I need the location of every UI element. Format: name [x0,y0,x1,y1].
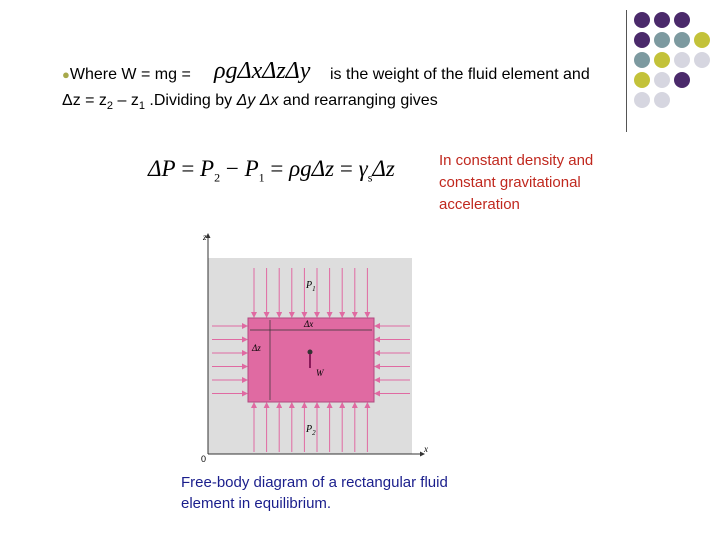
pressure-difference-equation [148,156,395,186]
weight-expression: ρgΔxΔzΔy [214,58,311,84]
eq-minus: − [220,156,245,181]
decor-dot [674,32,690,48]
is-weight-text: is the weight of the fluid element and [330,66,590,83]
eq-gamma: γ [358,156,368,181]
eq-equals-1: = [175,156,201,181]
where-text-line [62,66,191,84]
eq-p2: P [200,156,215,181]
rearranging-text: and rearranging gives [278,92,438,109]
dx-label: Δx [304,319,314,329]
eq-gamma-subscript: s [367,170,373,185]
dz-definition-line [62,92,438,112]
center-of-gravity [308,350,313,355]
weight-label: W [316,368,324,378]
decor-dot [694,52,710,68]
eq-p1: P [244,156,259,181]
free-body-diagram [196,228,436,464]
eq-equals-2: = [264,156,290,181]
z-axis-label: z [203,232,207,242]
header-divider-line [626,10,627,132]
eq-dz: Δz [372,156,395,181]
eq-p1-subscript: 1 [258,170,265,185]
decor-dot [674,52,690,68]
dz-text: Δz = z [62,92,107,109]
p2-label: $P_2$ [306,424,316,437]
minus-z-text: – z [113,92,139,109]
decor-dot [674,72,690,88]
decor-dot [654,32,670,48]
decor-dot [694,32,710,48]
eq-equals-3: = [334,156,359,181]
eq-delta-p: ΔP [148,156,176,181]
p1-label: $P_1$ [306,280,316,293]
z1-subscript: 1 [138,100,145,113]
decor-dot [654,72,670,88]
decor-dot [634,12,650,28]
figure-caption: Free-body diagram of a rectangular fluid element in equilibrium. [181,474,448,512]
where-text: Where W = mg = [69,66,191,83]
bullet-icon: ● [62,67,70,82]
dy-dx-text: Δy Δx [236,92,279,109]
decor-dot [654,52,670,68]
decor-dot [674,12,690,28]
origin-label: 0 [201,454,207,464]
eq-rho-g-dz: ρgΔz [289,156,335,181]
decor-dot [634,32,650,48]
decorative-dot-grid [632,10,720,130]
decor-dot [654,92,670,108]
decor-dot [634,72,650,88]
x-axis-label: x [424,444,428,454]
dividing-text: .Dividing by [144,92,237,109]
dz-label: Δz [252,343,261,353]
decor-dot [634,92,650,108]
decor-dot [654,12,670,28]
z2-subscript: 2 [106,100,114,113]
eq-p2-subscript: 2 [214,170,221,185]
decor-dot [634,52,650,68]
constant-density-note: In constant density and constant gravitational acceleration [439,152,594,213]
